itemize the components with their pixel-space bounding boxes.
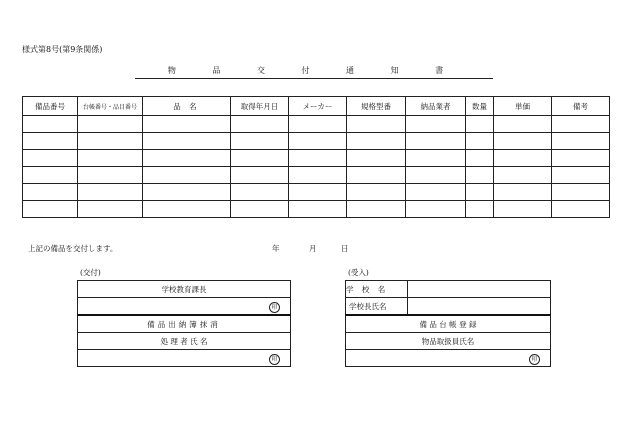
table-row (23, 133, 610, 150)
table-cell[interactable] (347, 133, 406, 150)
table-cell[interactable] (78, 150, 143, 167)
table-cell[interactable] (78, 201, 143, 218)
table-cell[interactable] (494, 201, 552, 218)
issuer-box (77, 280, 291, 367)
table-cell[interactable] (289, 116, 347, 133)
principal-name-label: 学校長氏名 (346, 298, 408, 316)
table-cell[interactable] (406, 133, 466, 150)
table-cell[interactable] (78, 116, 143, 133)
table-cell[interactable] (466, 133, 494, 150)
table-cell[interactable] (289, 133, 347, 150)
notice-text: 上記の備品を交付します。 (28, 244, 118, 253)
col-header-item-no: 備品番号 (23, 97, 78, 116)
table-cell[interactable] (494, 167, 552, 184)
table-cell[interactable] (466, 116, 494, 133)
seal-mark: 印 (269, 302, 280, 313)
table-cell[interactable] (143, 167, 231, 184)
seal-mark: 印 (529, 354, 540, 365)
table-cell[interactable] (78, 133, 143, 150)
col-header-maker: メーカー (289, 97, 347, 116)
date-day: 日 (341, 244, 349, 253)
ledger-registration-cell: 備 品 台 帳 登 録 (346, 315, 551, 333)
table-cell[interactable] (289, 167, 347, 184)
table-cell[interactable] (552, 184, 610, 201)
table-cell[interactable] (289, 201, 347, 218)
table-cell[interactable] (494, 184, 552, 201)
property-manager-signature-cell[interactable] (346, 350, 551, 367)
table-cell[interactable] (231, 133, 289, 150)
table-cell[interactable] (552, 167, 610, 184)
items-table (22, 96, 610, 218)
table-cell[interactable] (231, 184, 289, 201)
table-cell[interactable] (406, 116, 466, 133)
table-cell[interactable] (466, 201, 494, 218)
table-row (23, 201, 610, 218)
receiver-box (345, 280, 551, 367)
table-cell[interactable] (347, 116, 406, 133)
property-manager-label: 物品取扱員氏名 (346, 333, 551, 350)
table-cell[interactable] (406, 167, 466, 184)
col-header-unit-price: 単価 (494, 97, 552, 116)
receiver-label: (受入) (348, 268, 369, 277)
table-cell[interactable] (347, 201, 406, 218)
document-title: 物 品 交 付 通 知 書 (167, 66, 461, 75)
table-cell[interactable] (23, 116, 78, 133)
table-cell[interactable] (143, 116, 231, 133)
school-name-field[interactable] (408, 281, 551, 298)
table-cell[interactable] (143, 133, 231, 150)
table-cell[interactable] (347, 150, 406, 167)
issuer-processor-signature-cell[interactable] (78, 350, 291, 367)
table-cell[interactable] (23, 184, 78, 201)
table-cell[interactable] (466, 184, 494, 201)
table-cell[interactable] (78, 184, 143, 201)
table-cell[interactable] (23, 167, 78, 184)
table-cell[interactable] (466, 150, 494, 167)
school-name-label: 学 校 名 (346, 281, 408, 298)
col-header-quantity: 数量 (466, 97, 494, 116)
table-cell[interactable] (231, 116, 289, 133)
table-cell[interactable] (78, 167, 143, 184)
col-header-acquired-date: 取得年月日 (231, 97, 289, 116)
table-cell[interactable] (552, 116, 610, 133)
table-header-row (23, 97, 610, 116)
table-cell[interactable] (466, 167, 494, 184)
col-header-model: 規格型番 (347, 97, 406, 116)
table-cell[interactable] (406, 201, 466, 218)
seal-mark: 印 (269, 354, 280, 365)
table-row (23, 116, 610, 133)
issuer-signature-cell[interactable] (78, 298, 291, 316)
table-cell[interactable] (143, 150, 231, 167)
form-number: 様式第8号(第9条関係) (22, 45, 103, 54)
table-row (23, 184, 610, 201)
col-header-remarks: 備考 (552, 97, 610, 116)
table-cell[interactable] (289, 184, 347, 201)
table-cell[interactable] (494, 116, 552, 133)
date-year: 年 (272, 244, 280, 253)
table-cell[interactable] (406, 184, 466, 201)
table-cell[interactable] (289, 150, 347, 167)
table-cell[interactable] (231, 201, 289, 218)
table-cell[interactable] (143, 201, 231, 218)
issuer-processor-cell: 処 理 者 氏 名 (78, 333, 291, 350)
table-cell[interactable] (143, 184, 231, 201)
table-cell[interactable] (494, 133, 552, 150)
table-cell[interactable] (552, 150, 610, 167)
table-cell[interactable] (231, 150, 289, 167)
table-cell[interactable] (552, 133, 610, 150)
table-cell[interactable] (552, 201, 610, 218)
table-cell[interactable] (23, 150, 78, 167)
col-header-supplier: 納品業者 (406, 97, 466, 116)
table-cell[interactable] (494, 150, 552, 167)
principal-name-field[interactable] (408, 298, 551, 316)
table-cell[interactable] (23, 201, 78, 218)
date-month: 月 (309, 244, 317, 253)
col-header-item-name: 品 名 (143, 97, 231, 116)
issuer-ledger-cell: 備品出納簿抹消 (78, 315, 291, 333)
table-cell[interactable] (23, 133, 78, 150)
table-row (23, 150, 610, 167)
table-cell[interactable] (347, 184, 406, 201)
table-cell[interactable] (406, 150, 466, 167)
table-cell[interactable] (347, 167, 406, 184)
issuer-dept-cell: 学校教育課長 (78, 281, 291, 298)
title-underline (135, 78, 493, 79)
issuer-label: (交付) (80, 268, 101, 277)
table-row (23, 167, 610, 184)
col-header-ledger-no: 台帳番号・品目番号 (78, 97, 143, 116)
table-cell[interactable] (231, 167, 289, 184)
